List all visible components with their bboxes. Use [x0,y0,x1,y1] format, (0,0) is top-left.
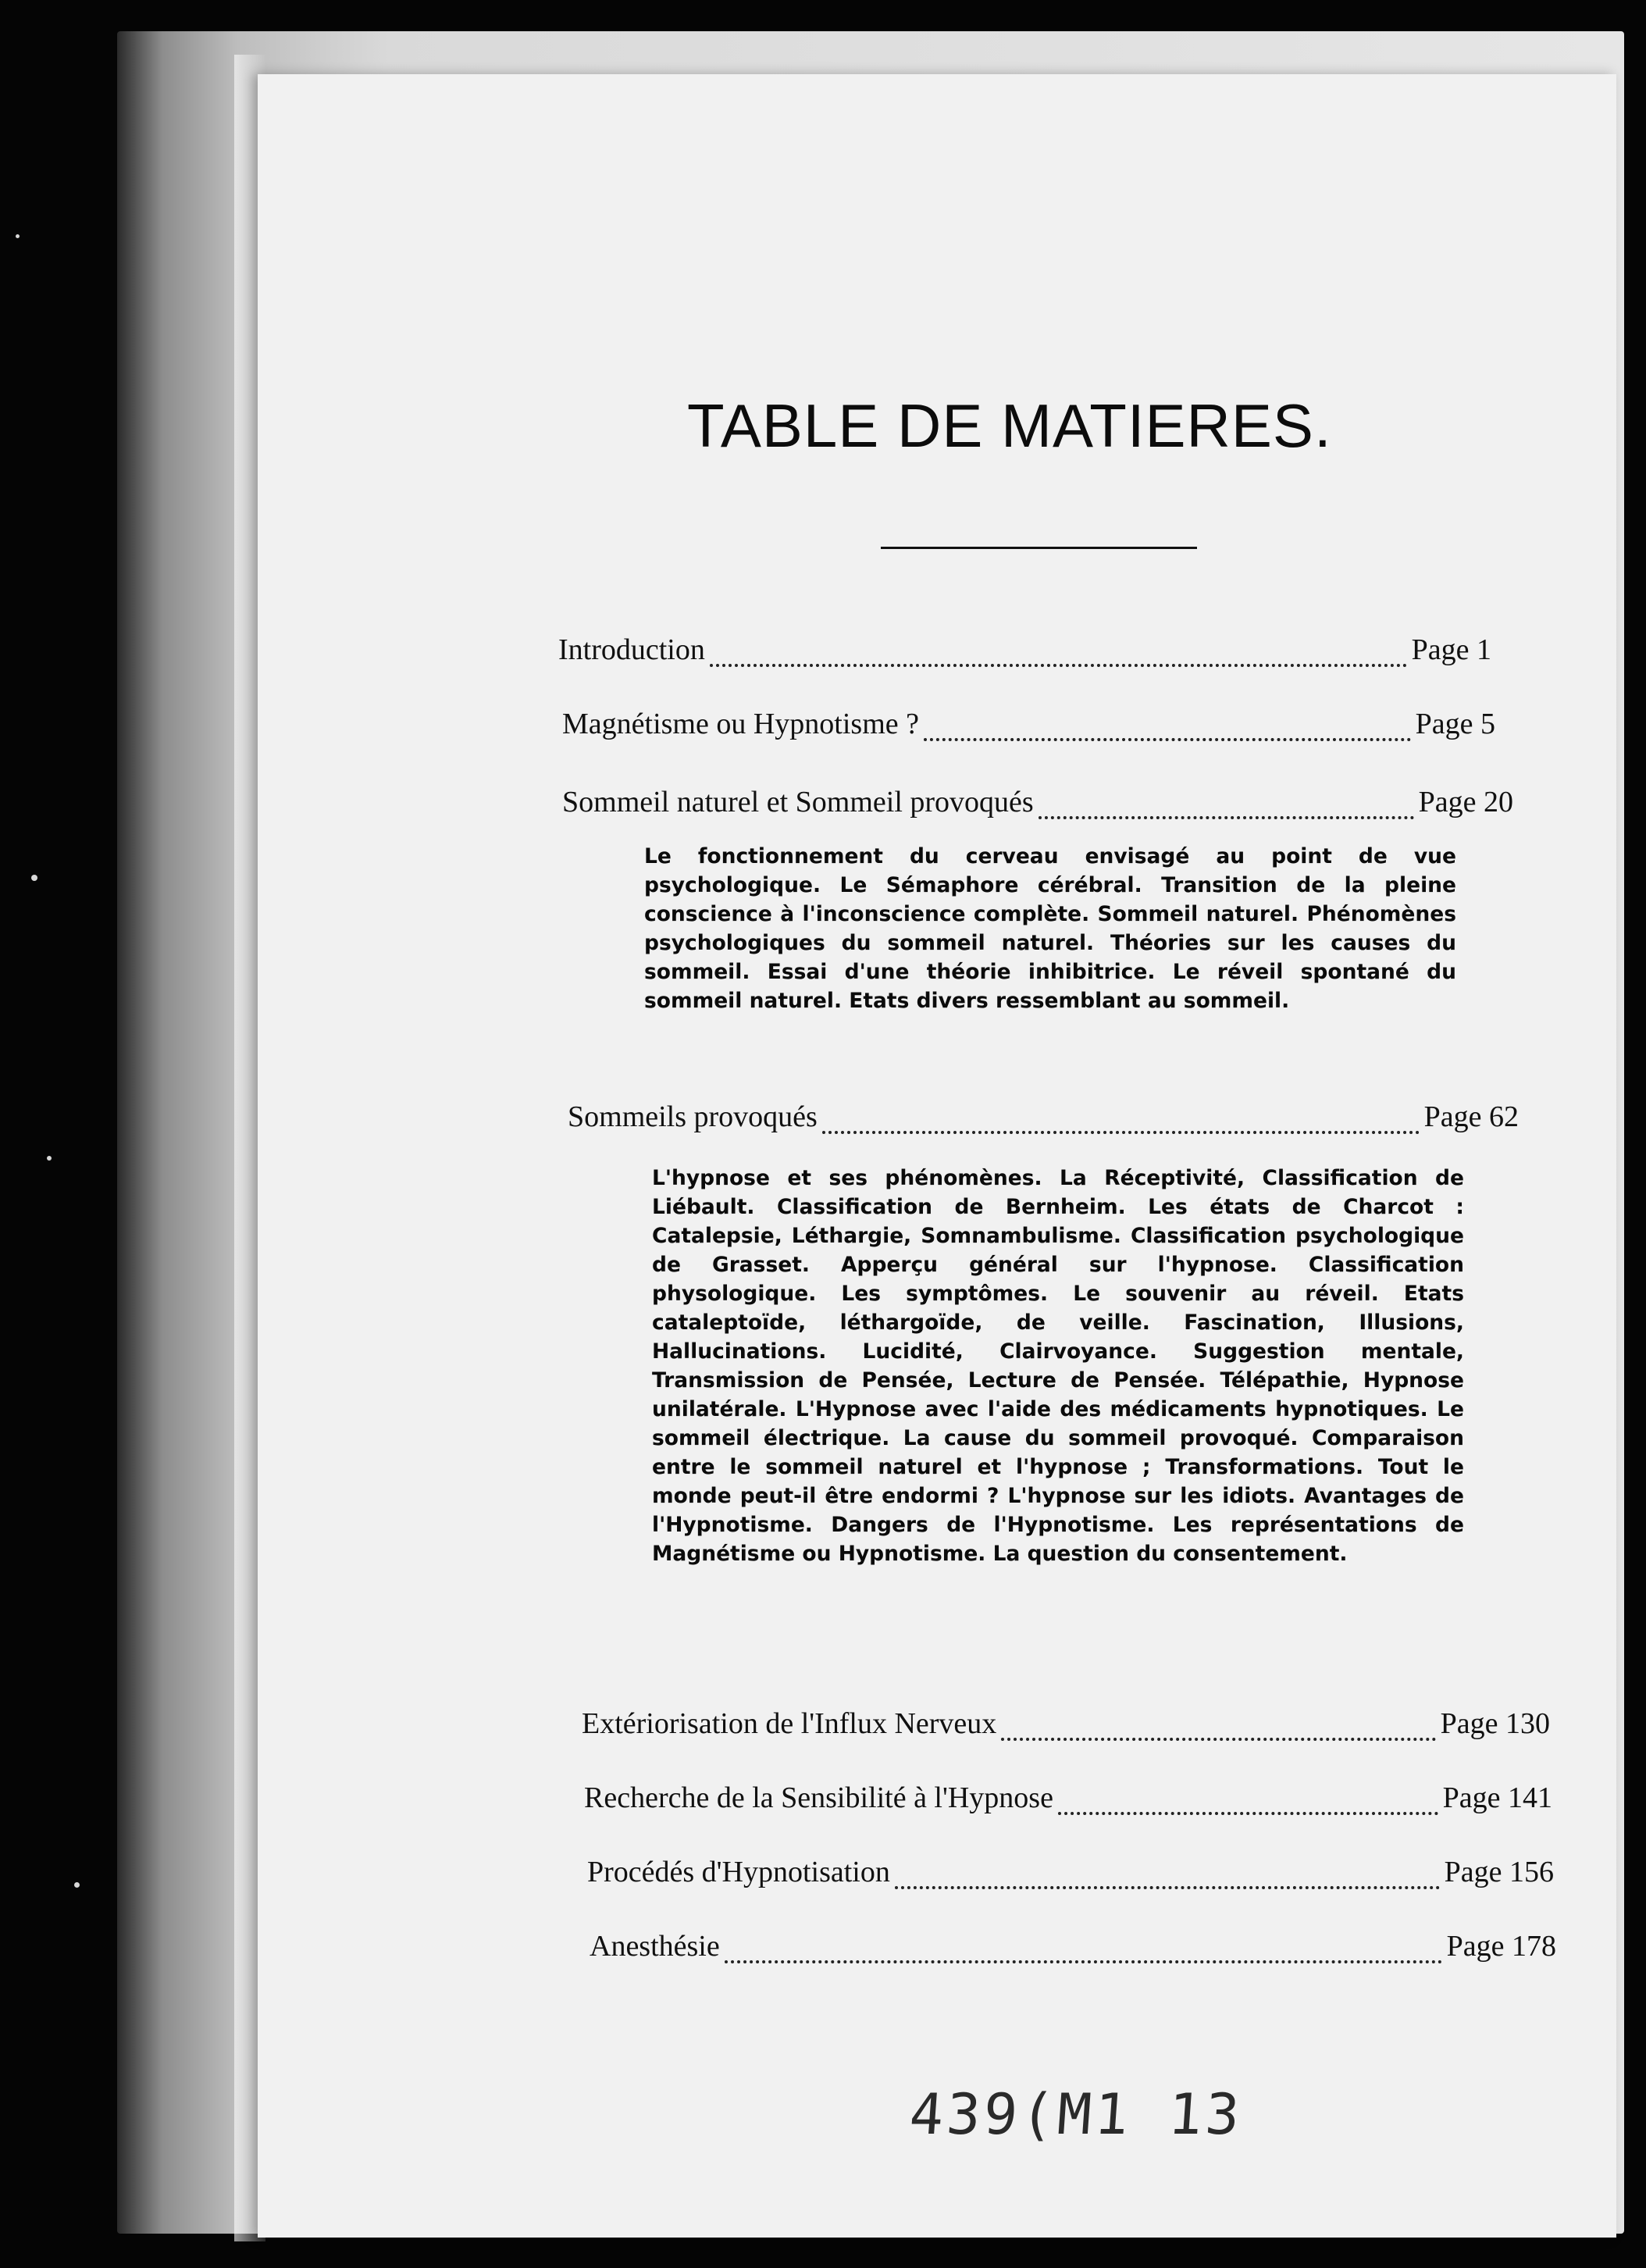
title-rule [881,547,1197,549]
dot-leader [822,1131,1420,1134]
dot-leader [1039,816,1414,819]
toc-entry-sommeil-naturel [562,785,1513,832]
toc-entry-anesthesie [590,1929,1556,1976]
dot-leader [1001,1738,1435,1741]
toc-entry-summary: L'hypnose et ses phénomènes. La Réceptivité, Classification de Liébault. Classification de Bernheim. Les états de Charcot : Catalepsie, Léthargie, Somnambulisme. Classification psychologique de Grasset. Apperçu général sur l'hypnose. Classification physologique. Les symptômes. Le souvenir au réveil. Etats cataleptoïde, léthargoïde, de veille. Fascination, Illusions, Hallucinations. Lucidité, Clairvoyance. Suggestion mentale, Transmission de Pensée, Lecture de Pensée. Télépathie, Hypnose unilatérale. L'Hypnose avec l'aide des médicaments hypnotiques. Le sommeil électrique. La cause du sommeil provoqué. Comparaison entre le sommeil naturel et l'hypnose ; Transformations. Tout le monde peut-il être endormi ? L'hypnose sur les idiots. Avantages de l'Hypnotisme. Dangers de l'Hypnotisme. Les représentations de Magnétisme ou Hypnotisme. La question du consentement. [652,1166,1464,1566]
toc-entry-page: Page 1 [1411,633,1491,666]
toc-entry-recherche-sensibilite [584,1781,1552,1828]
call-number-stamp: 439(M1 13 [907,2081,1245,2147]
toc-entry-label: Introduction [558,633,705,666]
toc-entry-page: Page 141 [1442,1781,1552,1814]
dot-leader [895,1886,1440,1889]
film-speck [74,1882,80,1888]
film-speck [47,1156,52,1161]
toc-entry-page: Page 130 [1440,1707,1550,1740]
toc-entry-label: Sommeil naturel et Sommeil provoqués [562,786,1034,818]
page-title: TABLE DE MATIERES. [687,391,1332,460]
toc-entry-label: Procédés d'Hypnotisation [587,1856,890,1888]
toc-entry-label: Magnétisme ou Hypnotisme ? [562,708,919,740]
toc-entry-procedes [587,1855,1554,1902]
film-speck [16,234,20,238]
toc-entry-page: Page 178 [1446,1930,1556,1963]
toc-entry-magnetisme [562,707,1495,754]
dot-leader [924,738,1411,741]
toc-entry-exteriorisation [582,1706,1550,1753]
toc-entry-introduction [558,633,1491,679]
toc-entry-label: Extériorisation de l'Influx Nerveux [582,1707,997,1740]
dot-leader [1058,1812,1438,1815]
toc-entry-page: Page 62 [1423,1100,1519,1133]
toc-entry-page: Page 156 [1444,1856,1554,1888]
toc-entry-label: Sommeils provoqués [568,1100,818,1133]
dot-leader [725,1960,1442,1963]
toc-entry-label: Recherche de la Sensibilité à l'Hypnose [584,1781,1053,1814]
toc-entry-label: Anesthésie [590,1930,720,1963]
toc-entry-sommeils-provoques [568,1100,1519,1146]
film-speck [31,875,37,881]
dot-leader [710,664,1407,667]
toc-entry-page: Page 5 [1415,708,1495,740]
toc-entry-page: Page 20 [1418,786,1513,818]
toc-entry-summary: Le fonctionnement du cerveau envisagé au point de vue psychologique. Le Sémaphore cérébral. Transition de la pleine conscience à l'inconscience complète. Sommeil naturel. Phénomènes psychologiques du sommeil naturel. Théories sur les causes du sommeil. Essai d'une théorie inhibitrice. Le réveil spontané du sommeil naturel. Etats divers ressemblant au sommeil. [644,844,1456,1013]
